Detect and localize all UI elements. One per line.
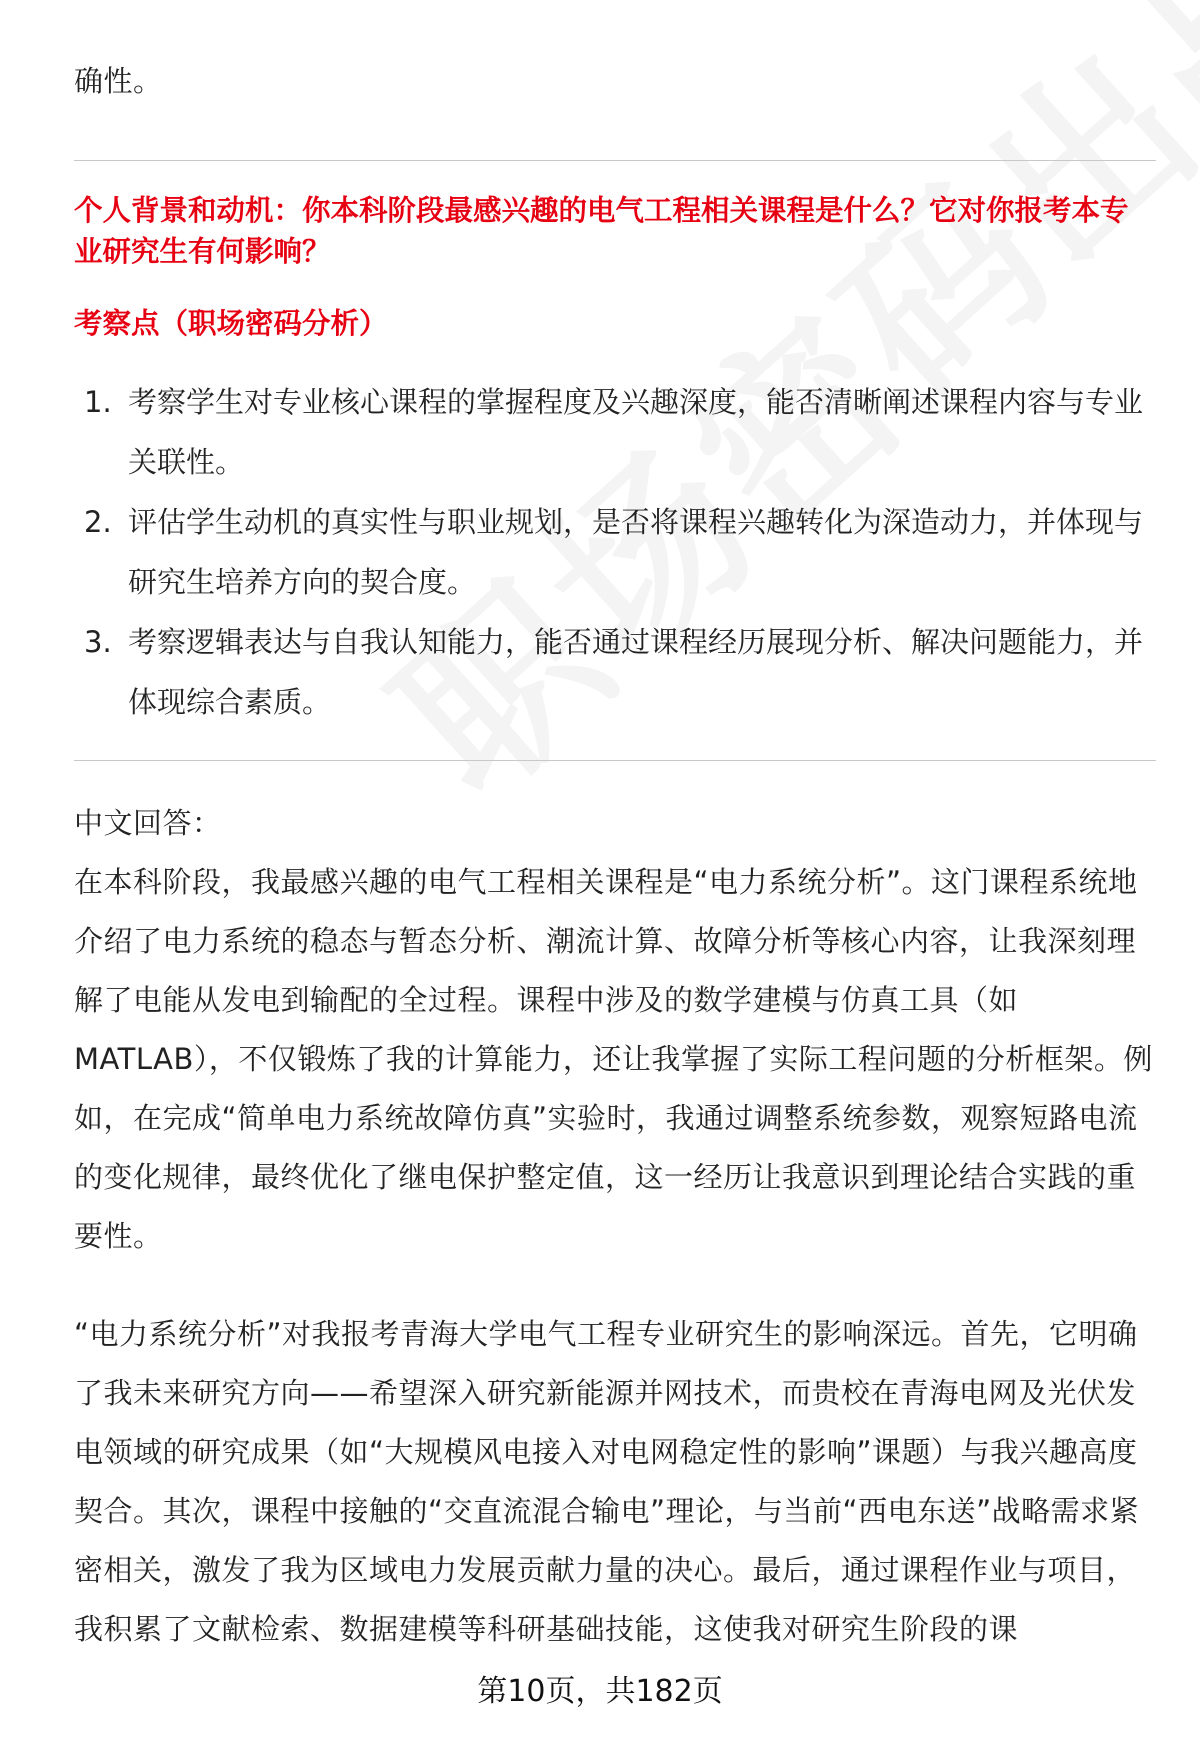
answer-label: 中文回答： <box>74 806 222 840</box>
point-text: 考察学生对专业核心课程的掌握程度及兴趣深度，能否清晰阐述课程内容与专业关联性。 <box>128 385 1144 479</box>
assessment-points-heading: 考察点（职场密码分析） <box>74 307 388 340</box>
assessment-points-list <box>74 372 1156 732</box>
answer-paragraph-2: “电力系统分析”对我报考青海大学电气工程专业研究生的影响深远。首先，它明确了我未来研究方向——希望深入研究新能源并网技术，而贵校在青海电网及光伏发电领域的研究成果（如“大规模风电接入对电网稳定性的影响”课题）与我兴趣高度契合。其次，课程中接触的“交直流混合输电”理论，与当前“西电东送”战略需求紧密相关，激发了我为区域电力发展贡献力量的决心。最后，通过课程作业与项目，我积累了文献检索、数据建模等科研基础技能，这使我对研究生阶段的课 <box>74 1317 1140 1646</box>
interview-question: 个人背景和动机：你本科阶段最感兴趣的电气工程相关课程是什么？它对你报考本专业研究生有何影响？ <box>74 194 1129 268</box>
section-divider-answer <box>74 760 1156 761</box>
point-number: 1. <box>84 385 112 419</box>
section-divider-top <box>74 160 1156 161</box>
previous-page-continuation: 确性。 <box>74 64 163 98</box>
point-text: 考察逻辑表达与自我认知能力，能否通过课程经历展现分析、解决问题能力，并体现综合素质。 <box>128 625 1144 719</box>
answer-paragraph-1: 在本科阶段，我最感兴趣的电气工程相关课程是“电力系统分析”。这门课程系统地介绍了电力系统的稳态与暂态分析、潮流计算、故障分析等核心内容，让我深刻理解了电能从发电到输配的全过程。课程中涉及的数学建模与仿真工具（如MATLAB），不仅锻炼了我的计算能力，还让我掌握了实际工程问题的分析框架。例如，在完成“简单电力系统故障仿真”实验时，我通过调整系统参数，观察短路电流的变化规律，最终优化了继电保护整定值，这一经历让我意识到理论结合实践的重要性。 <box>74 865 1153 1253</box>
assessment-point <box>74 612 1156 732</box>
point-number: 2. <box>84 505 112 539</box>
assessment-point <box>74 372 1156 492</box>
point-text: 评估学生动机的真实性与职业规划，是否将课程兴趣转化为深造动力，并体现与研究生培养方向的契合度。 <box>128 505 1144 599</box>
assessment-point <box>74 492 1156 612</box>
point-number: 3. <box>84 625 112 659</box>
page-number-footer: 第10页，共182页 <box>477 1674 723 1709</box>
